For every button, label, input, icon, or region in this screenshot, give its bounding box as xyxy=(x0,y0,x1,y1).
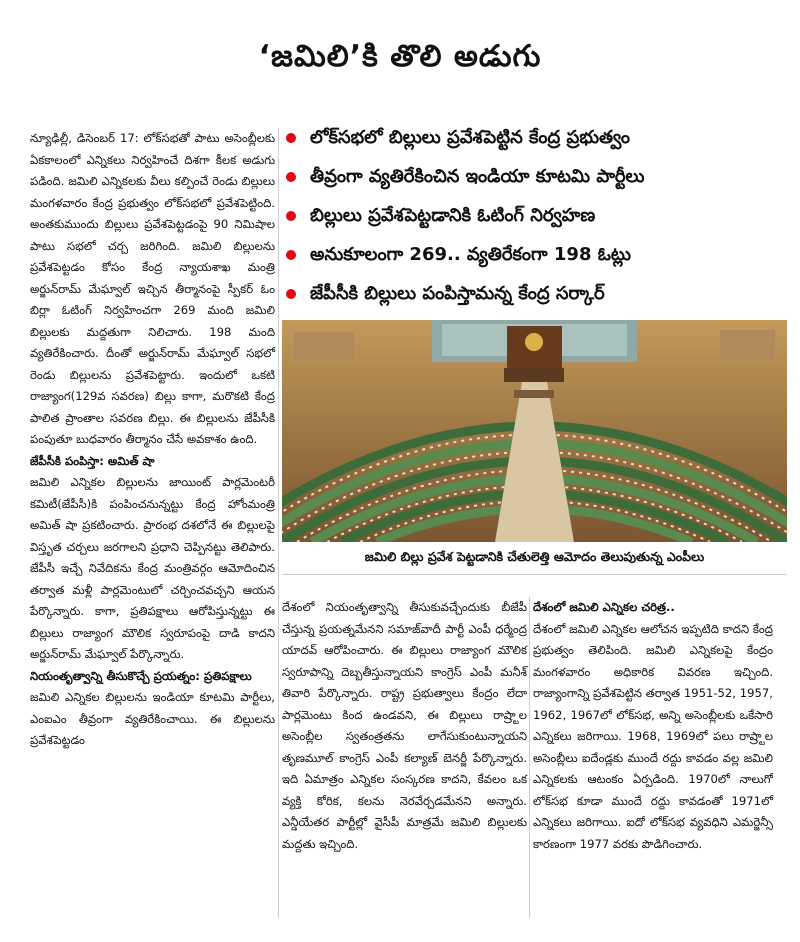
highlight-item xyxy=(282,157,787,196)
article-subheading: దేశంలో జమిలి ఎన్నికల చరిత్ర.. xyxy=(533,600,675,614)
article-column-2 xyxy=(282,597,527,855)
parliament-photo xyxy=(282,320,787,542)
highlight-text: జేపీసీకి బిల్లులు పంపిస్తామన్న కేంద్ర సర్కార్‌ xyxy=(310,283,605,304)
lok-sabha-chamber-illustration xyxy=(282,320,787,542)
bullet-dot-icon xyxy=(286,289,296,299)
bullet-dot-icon xyxy=(286,172,296,182)
column-divider xyxy=(278,128,279,918)
highlight-item xyxy=(282,118,787,157)
column-divider xyxy=(529,597,530,918)
article-column-3 xyxy=(533,597,773,855)
highlight-text: అనుకూలంగా 269.. వ్యతిరేకంగా 198 ఓట్లు xyxy=(310,244,632,265)
article-paragraph: న్యూఢిల్లీ, డిసెంబర్‌ 17: లోక్‌సభతో పాటు అసెంబ్లీలకు ఏకకాలంలో ఎన్నికలు నిర్వహించే దిశగా కీలక అడుగు పడింది. జమిలి ఎన్నికలకు వీలు కల్పించే రెండు బిల్లులు మంగళవారం కేంద్ర ప్రభుత్వం లోక్‌సభలో ప్రవేశపెట్టింది. అంతకుముందు బిల్లులు ప్రవేశపెట్టడంపై 90 నిమిషాల పాటు సభలో చర్చ జరిగింది. జమిలి బిల్లులను ప్రవేశపెట్టడం కోసం కేంద్ర న్యాయశాఖ మంత్రి అర్జున్‌రామ్‌ మేఘ్వాల్‌ ఇచ్చిన తీర్మానంపై స్పీకర్‌ ఓం బిర్లా ఓటింగ్‌ నిర్వహించగా 269 మంది జమిలి బిల్లులకు మద్దతుగా నిలిచారు. 198 మంది వ్యతిరేకించారు. దీంతో అర్జున్‌రామ్‌ మేఘ్వాల్‌ సభలో రెండు బిల్లులను ప్రవేశపెట్టారు. ఇందులో ఒకటి రాజ్యాంగ(129వ సవరణ) బిల్లు కాగా, మరొకటి కేంద్ర పాలిత ప్రాంతాల సవరణ బిల్లు. ఈ బిల్లులను జేపీసీకి పంపుతూ బుధవారం తీర్మానం చేసే అవకాశం ఉంది. xyxy=(30,131,275,446)
highlight-item xyxy=(282,274,787,313)
highlight-item xyxy=(282,196,787,235)
article-column-1 xyxy=(30,128,275,752)
bullet-dot-icon xyxy=(286,211,296,221)
photo-caption: జమిలి బిల్లు ప్రవేశ పెట్టడానికి చేతులెత్తి ఆమోదం తెలుపుతున్న ఎంపీలు xyxy=(364,549,705,564)
bullet-dot-icon xyxy=(286,250,296,260)
highlight-text: తీవ్రంగా వ్యతిరేకించిన ఇండియా కూటమి పార్టీలు xyxy=(310,166,645,187)
article-paragraph: జమిలి ఎన్నికల బిల్లులను జాయింట్‌ పార్లమెంటరీ కమిటీ(జేపీసీ)కి పంపించనున్నట్టు కేంద్ర హోంమంత్రి అమిత్‌ షా ప్రకటించారు. ప్రారంభ దశలోనే ఈ బిల్లులపై విస్తృత చర్చలు జరగాలని ప్రధాని చెప్పినట్టు తెలిపారు. జేపీసీ ఇచ్చే నివేదికను కేంద్ర మంత్రివర్గం ఆమోదించిన తర్వాత మళ్లీ పార్లమెంటులో చర్చించవచ్చని ఆయన పేర్కొన్నారు. కాగా, ప్రతిపక్షాలు ఆరోపిస్తున్నట్టు ఈ బిల్లులు రాజ్యాంగ మౌలిక స్వరూపంపై దాడి కాదని అర్జున్‌రామ్‌ మేఘ్వాల్‌ పేర్కొన్నారు. xyxy=(30,475,275,661)
article-subheading: జేపీసీకి పంపిస్తా: అమిత్‌ షా xyxy=(30,453,155,468)
article-paragraph: జమిలి ఎన్నికల బిల్లులను ఇండియా కూటమి పార్టీలు, ఎంఐఎం తీవ్రంగా వ్యతిరేకించాయి. ఈ బిల్లులను ప్రవేశపెట్టడం xyxy=(30,690,275,747)
highlight-text: లోక్‌సభలో బిల్లులు ప్రవేశపెట్టిన కేంద్ర ప్రభుత్వం xyxy=(310,127,630,148)
headline: ‘జమిలి’కి తొలి అడుగు xyxy=(258,39,542,74)
highlight-item xyxy=(282,235,787,274)
bullet-dot-icon xyxy=(286,133,296,143)
article-paragraph: దేశంలో జమిలి ఎన్నికల ఆలోచన ఇప్పటిది కాదని కేంద్ర ప్రభుత్వం తెలిపింది. జమిలి ఎన్నికలపై కేంద్రం మంగళవారం అధికారిక వివరణ ఇచ్చింది. రాజ్యాంగాన్ని ప్రవేశపెట్టిన తర్వాత 1951-52, 1957, 1962, 1967లో లోక్‌సభ, అన్ని అసెంబ్లీలకు ఒకేసారి ఎన్నికలు జరిగాయి. 1968, 1969లో పలు రాష్ర్టాల అసెంబ్లీలు ఐదేండ్లకు ముందే రద్దు కావడం వల్ల జమిలి ఎన్నికలకు ఆటంకం ఏర్పడింది. 1970లో నాలుగో లోక్‌సభ కూడా ముందే రద్దు కావడంతో 1971లో ఎన్నికలు జరిగాయి. ఐదో లోక్‌సభ వ్యవధిని ఎమర్జెన్సీ కారణంగా 1977 వరకు పొడిగించారు. xyxy=(533,621,773,851)
divider xyxy=(282,574,787,575)
highlight-text: బిల్లులు ప్రవేశపెట్టడానికి ఓటింగ్‌ నిర్వహణ xyxy=(310,205,596,226)
article-subheading: నియంతృత్వాన్ని తీసుకొచ్చే ప్రయత్నం: ప్రతిపక్షాలు xyxy=(30,668,252,683)
article-paragraph: దేశంలో నియంతృత్వాన్ని తీసుకువచ్చేందుకు బీజేపీ చేస్తున్న ప్రయత్నమేనని సమాజ్‌వాదీ పార్టీ ఎంపీ ధర్మేంద్ర యాదవ్‌ ఆరోపించారు. ఈ బిల్లులు రాజ్యాంగ మౌలిక స్వరూపాన్ని దెబ్బతీస్తున్నాయని కాంగ్రెస్‌ ఎంపీ మనీశ్‌ తివారి పేర్కొన్నారు. రాష్ట్ర ప్రభుత్వాలు కేంద్రం లేదా పార్లమెంటు కింద ఉండవని, ఈ బిల్లులు రాష్ర్టాల అసెంబ్లీల స్వతంత్రతను లాగేసుకుంటున్నాయని తృణమూల్‌ కాంగ్రెస్‌ ఎంపీ కల్యాణ్‌ బెనర్జీ పేర్కొన్నారు. ఇది ఏమాత్రం ఎన్నికల సంస్కరణ కాదని, కేవలం ఒక వ్యక్తి కోరిక, కలను నెరవేర్చడమేనని అన్నారు. ఎన్డీయేతర పార్టీల్లో వైసీపీ మాత్రమే జమిలి బిల్లులకు మద్దతు ఇచ్చింది. xyxy=(282,600,527,851)
highlights-list xyxy=(282,118,787,313)
